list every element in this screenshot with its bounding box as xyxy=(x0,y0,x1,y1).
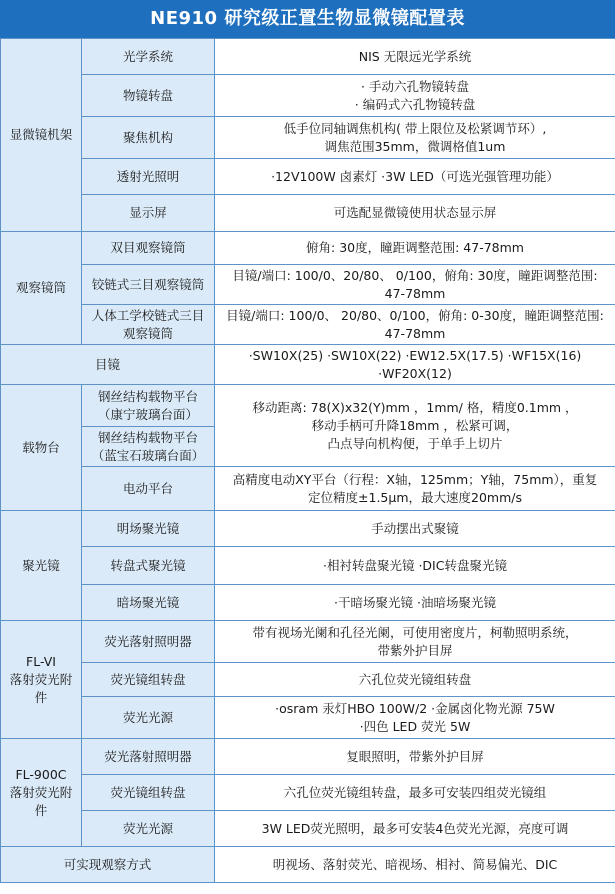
spec-line: 3W LED荧光照明，最多可安装4色荧光光源，亮度可调 xyxy=(261,820,569,836)
spec-line: 复眼照明，带紫外护目屏 xyxy=(346,748,484,764)
item-cell: 光学系统 xyxy=(82,39,215,75)
item-cell: 聚焦机构 xyxy=(82,117,215,159)
spec-cell xyxy=(215,697,615,739)
spec-line: ·相衬转盘聚光镜 ·DIC转盘聚光镜 xyxy=(323,557,507,573)
spec-cell xyxy=(215,547,615,585)
table-row xyxy=(1,385,615,427)
spec-cell xyxy=(215,159,615,195)
item-cell: 转盘式聚光镜 xyxy=(82,547,215,585)
table-row xyxy=(1,697,615,739)
spec-cell xyxy=(215,585,615,621)
item-cell xyxy=(82,385,215,427)
table-row xyxy=(1,467,615,511)
category-line: FL-900C xyxy=(15,766,67,782)
table-row xyxy=(1,117,615,159)
spec-line: 目镜/端口: 100/0、 20/80、0/100，俯角: 0-30度，瞳距调整范围: xyxy=(226,307,604,323)
item-line: 钢丝结构载物平台 xyxy=(97,429,198,445)
item-cell: 明场聚光镜 xyxy=(82,511,215,547)
spec-cell xyxy=(215,511,615,547)
spec-cell xyxy=(215,265,615,305)
spec-line: 手动摆出式聚镜 xyxy=(371,520,459,536)
category-cell: 载物台 xyxy=(1,385,82,511)
spec-line: 六孔位荧光镜组转盘，最多可安装四组荧光镜组 xyxy=(283,784,547,800)
category-cell xyxy=(1,739,82,847)
spec-line: 低手位同轴调焦机构( 带上限位及松紧调节环）, xyxy=(283,120,547,136)
table-row xyxy=(1,39,615,75)
table-row xyxy=(1,265,615,305)
category-cell: 聚光镜 xyxy=(1,511,82,621)
item-line: （蓝宝石玻璃台面） xyxy=(91,447,205,463)
item-cell: 荧光镜组转盘 xyxy=(82,775,215,811)
table-row xyxy=(1,195,615,232)
item-cell xyxy=(82,305,215,345)
table-row xyxy=(1,621,615,663)
table-title: NE910 研究级正置生物显微镜配置表 xyxy=(0,0,615,38)
table-row xyxy=(1,305,615,345)
spec-line: 明视场、落射荧光、暗视场、相衬、简易偏光、DIC xyxy=(272,856,558,872)
spec-cell xyxy=(215,847,615,883)
spec-cell xyxy=(215,663,615,697)
spec-line: 目镜/端口: 100/0、20/80、 0/100，俯角: 30度，瞳距调整范围: xyxy=(232,267,598,283)
spec-line: 移动手柄可升降18mm ，松紧可调， xyxy=(311,417,519,433)
spec-cell xyxy=(215,117,615,159)
spec-line: 带紫外护目屏 xyxy=(377,642,453,658)
item-cell: 荧光落射照明器 xyxy=(82,621,215,663)
spec-line: 凸点导向机构便，于单手上切片 xyxy=(327,435,503,451)
table-row xyxy=(1,159,615,195)
item-cell: 荧光落射照明器 xyxy=(82,739,215,775)
spec-line: 47-78mm xyxy=(384,285,446,301)
table-row xyxy=(1,547,615,585)
spec-line: ·四色 LED 荧光 5W xyxy=(359,718,471,734)
spec-cell xyxy=(215,232,615,265)
item-cell: 双目观察镜筒 xyxy=(82,232,215,265)
spec-cell xyxy=(215,385,615,467)
spec-line: 高精度电动XY平台（行程：X轴，125mm；Y轴，75mm），重复 xyxy=(232,471,598,487)
spec-line: ·12V100W 卤素灯 ·3W LED（可选光强管理功能） xyxy=(271,168,559,184)
item-cell: 铰链式三目观察镜筒 xyxy=(82,265,215,305)
table-row xyxy=(1,775,615,811)
category-line: FL-VI xyxy=(26,653,56,669)
spec-line: · 编码式六孔物镜转盘 xyxy=(354,96,476,112)
table-row xyxy=(1,511,615,547)
spec-cell xyxy=(215,467,615,511)
spec-line: 定位精度±1.5μm，最大速度20mm/s xyxy=(308,489,522,505)
spec-line: 俯角: 30度，瞳距调整范围: 47-78mm xyxy=(306,240,524,255)
spec-line: ·干暗场聚光镜 ·油暗场聚光镜 xyxy=(334,594,496,610)
category-line: 落射荧光附 xyxy=(9,784,73,800)
table-row xyxy=(1,811,615,847)
item-cell: 暗场聚光镜 xyxy=(82,585,215,621)
spec-cell xyxy=(215,305,615,345)
item-cell: 显示屏 xyxy=(82,195,215,232)
item-line: 观察镜筒 xyxy=(122,325,173,341)
item-cell: 荧光光源 xyxy=(82,697,215,739)
spec-line: 移动距离: 78(X)x32(Y)mm ，1mm/ 格，精度0.1mm ， xyxy=(252,399,578,415)
spec-cell xyxy=(215,39,615,75)
category-line: 件 xyxy=(34,802,48,818)
category-cell: 观察镜筒 xyxy=(1,232,82,345)
table-row xyxy=(1,232,615,265)
spec-line: ·osram 汞灯HBO 100W/2 ·金属卤化物光源 75W xyxy=(275,700,555,716)
spec-cell xyxy=(215,811,615,847)
table-row xyxy=(1,345,615,385)
item-cell: 透射光照明 xyxy=(82,159,215,195)
item-cell: 荧光光源 xyxy=(82,811,215,847)
category-cell: 显微镜机架 xyxy=(1,39,82,232)
spec-line: ·WF20X(12) xyxy=(378,365,452,381)
config-table xyxy=(0,38,615,883)
item-cell xyxy=(82,427,215,467)
item-cell: 电动平台 xyxy=(82,467,215,511)
spec-line: NIS 无限远光学系统 xyxy=(358,48,472,64)
spec-cell xyxy=(215,75,615,117)
spec-line: 六孔位荧光镜组转盘 xyxy=(358,671,472,687)
spec-cell xyxy=(215,621,615,663)
item-cell: 物镜转盘 xyxy=(82,75,215,117)
table-row xyxy=(1,75,615,117)
spec-line: 调焦范围35mm，微调格值1um xyxy=(324,138,506,154)
item-cell: 荧光镜组转盘 xyxy=(82,663,215,697)
spec-cell xyxy=(215,345,615,385)
spec-line: 带有视场光阑和孔径光阑，可使用密度片，柯勒照明系统， xyxy=(252,624,578,640)
spec-line: 可选配显微镜使用状态显示屏 xyxy=(333,205,497,220)
item-line: （康宁玻璃台面） xyxy=(97,406,198,422)
table-row xyxy=(1,847,615,883)
spec-cell xyxy=(215,775,615,811)
spec-line: · 手动六孔物镜转盘 xyxy=(361,78,469,94)
category-cell xyxy=(1,621,82,739)
category-line: 落射荧光附 xyxy=(9,671,73,687)
table-row xyxy=(1,663,615,697)
category-line: 件 xyxy=(34,689,48,705)
table-row xyxy=(1,585,615,621)
spec-cell xyxy=(215,739,615,775)
spec-line: ·SW10X(25) ·SW10X(22) ·EW12.5X(17.5) ·WF15X(16) xyxy=(248,347,582,363)
spec-line: 47-78mm xyxy=(384,325,446,341)
category-cell: 目镜 xyxy=(1,345,215,385)
spec-cell xyxy=(215,195,615,232)
item-line: 人体工学校链式三目 xyxy=(91,307,205,323)
item-line: 钢丝结构载物平台 xyxy=(97,388,198,404)
table-row xyxy=(1,739,615,775)
category-cell: 可实现观察方式 xyxy=(1,847,215,883)
